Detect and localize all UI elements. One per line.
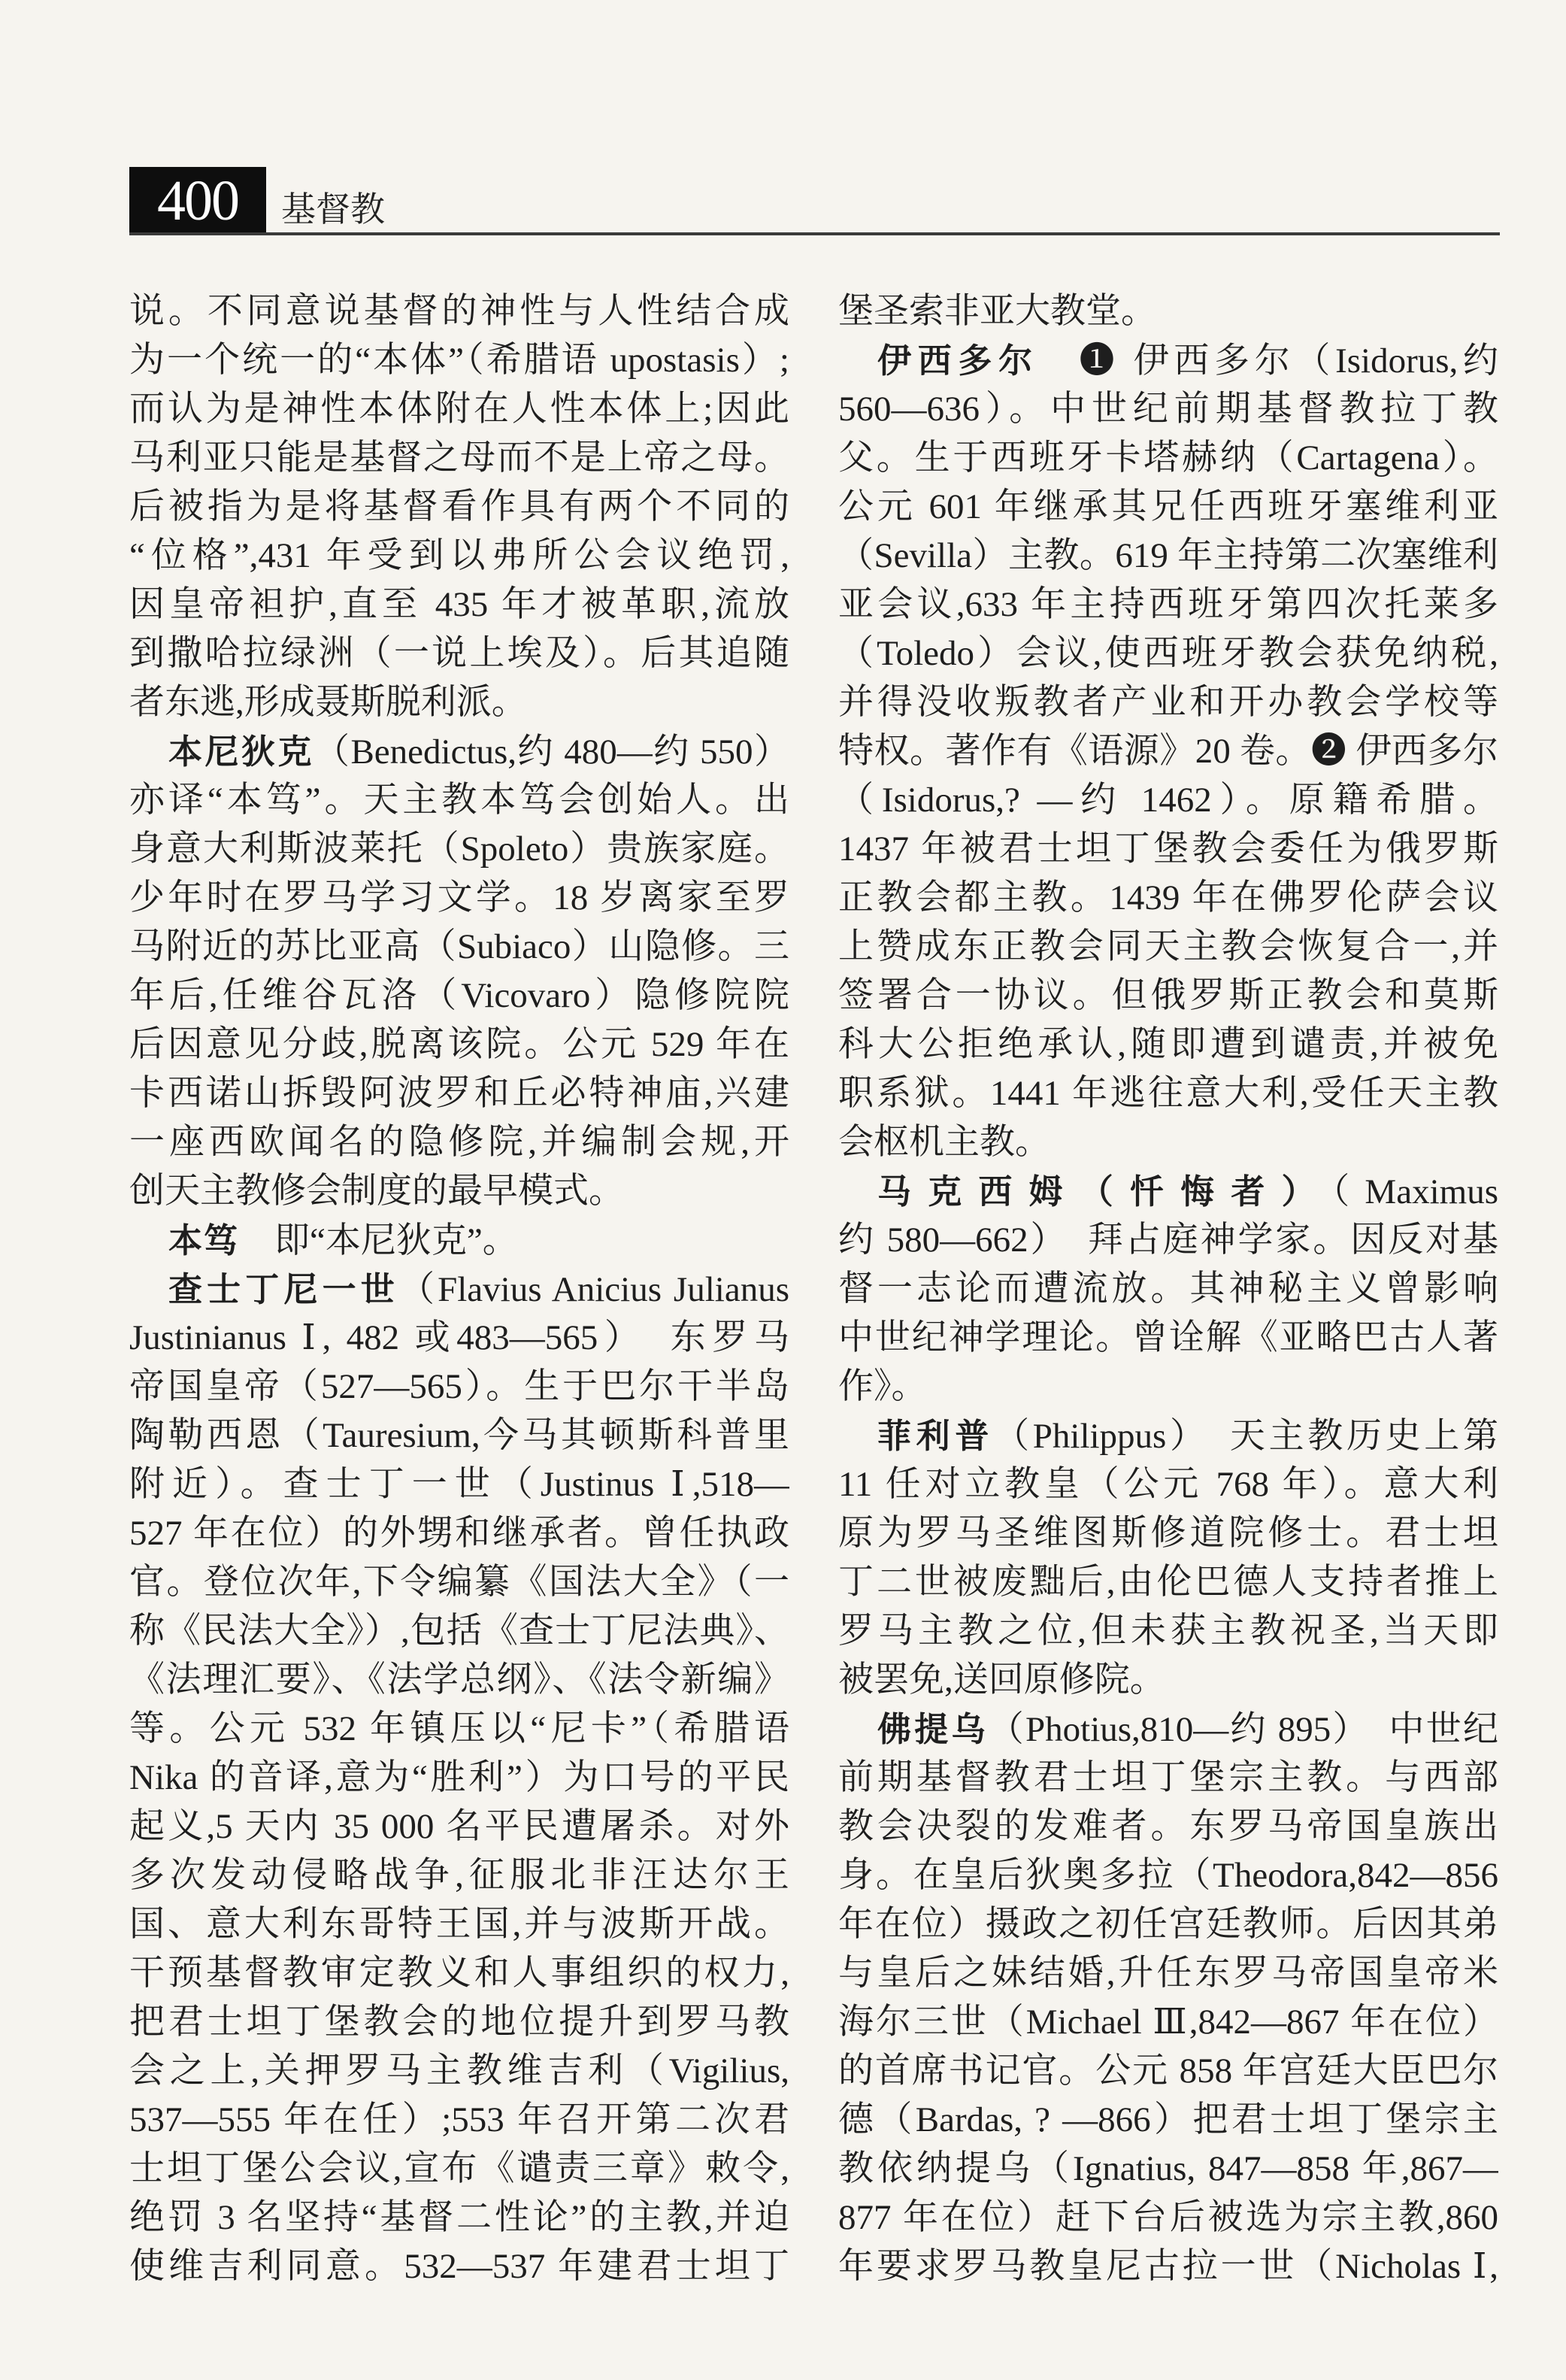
text-line	[838, 1020, 1498, 1069]
text-line	[129, 1607, 789, 1656]
line-text: 等。公元 532 年镇压以“尼卡”（希腊语	[129, 1709, 789, 1748]
text-line	[129, 825, 789, 874]
text-line	[129, 1411, 789, 1460]
line-text: （Photius,810—约 895） 中世纪	[988, 1710, 1498, 1749]
text-line	[838, 385, 1498, 434]
text-line	[129, 1216, 789, 1265]
line-text: 11 任对立教皇（公元 768 年）。意大利	[838, 1465, 1498, 1504]
text-line	[129, 1949, 789, 1998]
line-text: 称《民法大全》）,包括《查士丁尼法典》、	[129, 1611, 789, 1651]
line-text: 起义,5 天内 35 000 名平民遭屠杀。对外	[129, 1807, 789, 1846]
line-text: 一座西欧闻名的隐修院,并编制会规,开	[129, 1123, 789, 1162]
entry-headword: 查士丁尼一世	[168, 1269, 399, 1309]
text-line	[129, 581, 789, 629]
line-text: 科大公拒绝承认,随即遭到谴责,并被免	[838, 1025, 1498, 1064]
line-text: 教会决裂的发难者。东罗马帝国皇族出	[838, 1807, 1498, 1846]
text-line	[129, 2047, 789, 2096]
text-line	[129, 483, 789, 532]
line-text: 并得没收叛教者产业和开办教会学校等	[838, 683, 1498, 722]
text-line	[129, 1705, 789, 1754]
dictionary-entry	[129, 1265, 789, 2291]
line-text: （Philippus） 天主教历史上第	[994, 1417, 1498, 1456]
line-text: 干预基督教审定教义和人事组织的权力,	[129, 1954, 789, 1993]
dictionary-entry	[129, 1216, 789, 1265]
text-line	[129, 1558, 789, 1607]
text-line	[129, 532, 789, 581]
line-text: （Benedictus,约 480—约 550）	[314, 732, 789, 772]
text-line	[129, 2145, 789, 2194]
line-text: 国、意大利东哥特王国,并与波斯开战。	[129, 1905, 789, 1944]
dictionary-entry	[838, 336, 1498, 1167]
line-text: 年在位）摄政之初任宫廷教师。后因其弟	[838, 1905, 1498, 1944]
continued-paragraph	[838, 287, 1498, 336]
text-line	[838, 1118, 1498, 1167]
text-line	[129, 287, 789, 336]
text-column-left	[129, 287, 789, 2291]
line-text: 的首席书记官。公元 858 年宫廷大臣巴尔	[838, 2051, 1498, 2090]
line-text: 绝罚 3 名坚持“基督二性论”的主教,并迫	[129, 2198, 789, 2237]
text-line	[129, 2194, 789, 2242]
line-text: 把君士坦丁堡教会的地位提升到罗马教	[129, 2003, 789, 2042]
line-text: 而认为是神性本体附在人性本体上;因此	[129, 390, 789, 429]
line-text: 为一个统一的“本体”（希腊语 upostasis）;	[129, 341, 789, 380]
line-text: 会枢机主教。	[838, 1123, 1050, 1162]
line-text: 卡西诺山拆毁阿波罗和丘必特神庙,兴建	[129, 1074, 789, 1113]
text-line	[838, 825, 1498, 874]
text-line	[838, 1216, 1498, 1265]
text-line	[129, 336, 789, 385]
text-line	[129, 874, 789, 923]
text-line	[129, 2242, 789, 2291]
entry-headword: 本尼狄克	[168, 732, 314, 772]
line-text: 马附近的苏比亚高（Subiaco）山隐修。三	[129, 927, 789, 966]
line-text: 1437 年被君士坦丁堡教会委任为俄罗斯	[838, 829, 1498, 869]
text-line	[838, 1802, 1498, 1851]
dictionary-entry	[838, 1167, 1498, 1411]
text-line	[838, 727, 1498, 776]
line-text: 正教会都主教。1439 年在佛罗伦萨会议	[838, 878, 1498, 917]
line-text: 创天主教修会制度的最早模式。	[129, 1172, 624, 1211]
line-text: 身。在皇后狄奥多拉（Theodora,842—856	[838, 1856, 1498, 1895]
text-line	[838, 2194, 1498, 2242]
text-line	[838, 2242, 1498, 2291]
text-line	[129, 1118, 789, 1167]
line-text: 与皇后之妹结婚,升任东罗马帝国皇帝米	[838, 1954, 1498, 1993]
line-text: ❶ 伊西多尔（Isidorus,约	[1038, 341, 1498, 380]
line-text: 马利亚只能是基督之母而不是上帝之母。	[129, 438, 789, 478]
text-line	[838, 1460, 1498, 1509]
entry-headword: 伊西多尔	[877, 341, 1039, 380]
line-text: 公元 601 年继承其兄任西班牙塞维利亚	[838, 487, 1498, 526]
line-text: 罗马主教之位,但未获主教祝圣,当天即	[838, 1611, 1498, 1651]
text-line	[129, 776, 789, 825]
text-line	[129, 1998, 789, 2047]
line-text: “位格”,431 年受到以弗所公会议绝罚,	[129, 536, 789, 575]
line-text: 丁二世被废黜后,由伦巴德人支持者推上	[838, 1563, 1498, 1602]
text-line	[129, 1656, 789, 1705]
entry-headword: 菲利普	[877, 1416, 995, 1456]
entry-headword: 本笃	[168, 1220, 240, 1260]
line-text: 537—555 年在任）;553 年召开第二次君	[129, 2100, 789, 2139]
line-text: 签署合一协议。但俄罗斯正教会和莫斯	[838, 976, 1498, 1015]
line-text: 527 年在位）的外甥和继承者。曾任执政	[129, 1514, 789, 1553]
line-text: 少年时在罗马学习文学。18 岁离家至罗	[129, 878, 789, 917]
line-text: 到撒哈拉绿洲（一说上埃及）。后其追随	[129, 634, 789, 673]
line-text: 帝国皇帝（527—565）。生于巴尔干半岛	[129, 1367, 789, 1406]
text-line	[129, 972, 789, 1020]
text-line	[838, 434, 1498, 483]
line-text: 《法理汇要》、《法学总纲》、《法令新编》	[129, 1660, 789, 1699]
line-text: 560—636）。中世纪前期基督教拉丁教	[838, 390, 1498, 429]
text-line	[838, 1900, 1498, 1949]
text-line	[838, 2096, 1498, 2145]
line-text: （Flavius Anicius Julianus	[398, 1270, 789, 1309]
line-text: 堡圣索非亚大教堂。	[838, 292, 1156, 331]
line-text: （Isidorus,? —约 1462）。原籍希腊。	[838, 781, 1498, 820]
line-text: （Sevilla）主教。619 年主持第二次塞维利	[838, 536, 1498, 575]
text-line	[838, 2145, 1498, 2194]
line-text: 海尔三世（Michael Ⅲ,842—867 年在位）	[838, 2003, 1498, 2042]
text-line	[838, 1656, 1498, 1705]
line-text: 德（Bardas, ? —866）把君士坦丁堡宗主	[838, 2100, 1498, 2139]
line-text: 877 年在位）赶下台后被选为宗主教,860	[838, 2198, 1498, 2237]
text-line	[129, 1314, 789, 1363]
line-text: 会之上,关押罗马主教维吉利（Vigilius,	[129, 2051, 789, 2090]
line-text: （Toledo）会议,使西班牙教会获免纳税,	[838, 634, 1498, 673]
line-text: Justinianus Ⅰ, 482 或483—565） 东罗马	[129, 1318, 789, 1357]
line-text: 陶勒西恩（Tauresium,今马其顿斯科普里	[129, 1416, 789, 1455]
line-text: 督一志论而遭流放。其神秘主义曾影响	[838, 1269, 1498, 1308]
text-line	[129, 727, 789, 776]
line-text: 中世纪神学理论。曾诠解《亚略巴古人著	[838, 1318, 1498, 1357]
text-line	[129, 629, 789, 678]
line-text: 亚会议,633 年主持西班牙第四次托莱多	[838, 585, 1498, 624]
text-line	[129, 434, 789, 483]
text-line	[129, 1020, 789, 1069]
line-text: 使维吉利同意。532—537 年建君士坦丁	[129, 2247, 789, 2286]
text-line	[838, 532, 1498, 581]
text-line	[838, 1167, 1498, 1216]
text-line	[129, 1509, 789, 1558]
text-line	[129, 1802, 789, 1851]
text-line	[129, 1900, 789, 1949]
text-line	[838, 1314, 1498, 1363]
line-text: 父。生于西班牙卡塔赫纳（Cartagena）。	[838, 438, 1498, 478]
text-line	[129, 1363, 789, 1411]
text-line	[838, 1069, 1498, 1118]
text-line	[838, 629, 1498, 678]
line-text: 后被指为是将基督看作具有两个不同的	[129, 487, 789, 526]
line-text: 多次发动侵略战争,征服北非汪达尔王	[129, 1856, 789, 1895]
dictionary-entry	[838, 1705, 1498, 2291]
text-line	[838, 1509, 1498, 1558]
text-line	[129, 1265, 789, 1314]
line-text: 约 580—662） 拜占庭神学家。因反对基	[838, 1220, 1498, 1260]
text-line	[838, 1949, 1498, 1998]
line-text: 被罢免,送回原修院。	[838, 1660, 1165, 1699]
line-text: 亦译“本笃”。天主教本笃会创始人。出	[129, 781, 789, 820]
text-line	[129, 1460, 789, 1509]
text-line	[129, 923, 789, 972]
text-column-right	[838, 287, 1498, 2291]
text-line	[838, 1558, 1498, 1607]
line-text: 教依纳提乌（Ignatius, 847—858 年,867—	[838, 2149, 1498, 2188]
text-line	[838, 1265, 1498, 1314]
text-line	[838, 972, 1498, 1020]
text-line	[129, 1069, 789, 1118]
text-line	[838, 336, 1498, 385]
entry-headword: 佛提乌	[877, 1709, 989, 1749]
line-text: 原为罗马圣维图斯修道院修士。君士坦	[838, 1514, 1498, 1553]
text-line	[838, 1754, 1498, 1802]
text-line	[129, 2096, 789, 2145]
text-line	[838, 1998, 1498, 2047]
line-text: 说。不同意说基督的神性与人性结合成	[129, 292, 789, 331]
text-line	[838, 874, 1498, 923]
line-text: Nika 的音译,意为“胜利”）为口号的平民	[129, 1758, 789, 1797]
line-text: 年要求罗马教皇尼古拉一世（Nicholas Ⅰ,	[838, 2247, 1498, 2286]
line-text: 年后,任维谷瓦洛（Vicovaro）隐修院院	[129, 976, 789, 1015]
text-line	[838, 776, 1498, 825]
entry-headword: 马克西姆（忏悔者）	[877, 1172, 1332, 1211]
dictionary-entry	[838, 1411, 1498, 1705]
line-text: 官。登位次年,下令编纂《国法大全》（一	[129, 1563, 789, 1602]
line-text: 因皇帝袒护,直至 435 年才被革职,流放	[129, 585, 789, 624]
text-line	[838, 483, 1498, 532]
line-text: 职系狱。1441 年逃往意大利,受任天主教	[838, 1074, 1498, 1113]
text-line	[838, 2047, 1498, 2096]
header-rule	[129, 232, 1500, 235]
text-line	[129, 678, 789, 727]
dictionary-entry	[129, 727, 789, 1216]
text-line	[838, 1363, 1498, 1411]
line-text: 士坦丁堡公会议,宣布《谴责三章》敕令,	[129, 2149, 789, 2188]
line-text: 特权。著作有《语源》20 卷。❷ 伊西多尔	[838, 732, 1498, 771]
text-line	[129, 1754, 789, 1802]
line-text: 后因意见分歧,脱离该院。公元 529 年在	[129, 1025, 789, 1064]
text-line	[838, 1705, 1498, 1754]
text-line	[129, 1167, 789, 1216]
text-line	[129, 385, 789, 434]
line-text: 即“本尼狄克”。	[239, 1221, 518, 1260]
line-text: 前期基督教君士坦丁堡宗主教。与西部	[838, 1758, 1498, 1797]
page-number: 400	[129, 167, 266, 235]
line-text: 附近）。查士丁一世（Justinus Ⅰ,518—	[129, 1465, 789, 1504]
text-line	[838, 678, 1498, 727]
line-text: 者东逃,形成聂斯脱利派。	[129, 683, 527, 722]
text-line	[838, 923, 1498, 972]
text-line	[838, 1411, 1498, 1460]
line-text: 作》。	[838, 1367, 927, 1406]
text-line	[129, 1851, 789, 1900]
line-text: 身意大利斯波莱托（Spoleto）贵族家庭。	[129, 829, 789, 869]
text-line	[838, 1607, 1498, 1656]
running-title: 基督教	[281, 189, 385, 229]
line-text: （Maximus	[1331, 1172, 1498, 1211]
text-line	[838, 581, 1498, 629]
line-text: 上赞成东正教会同天主教会恢复合一,并	[838, 927, 1498, 966]
continued-paragraph	[129, 287, 789, 727]
text-line	[838, 1851, 1498, 1900]
text-line	[838, 287, 1498, 336]
